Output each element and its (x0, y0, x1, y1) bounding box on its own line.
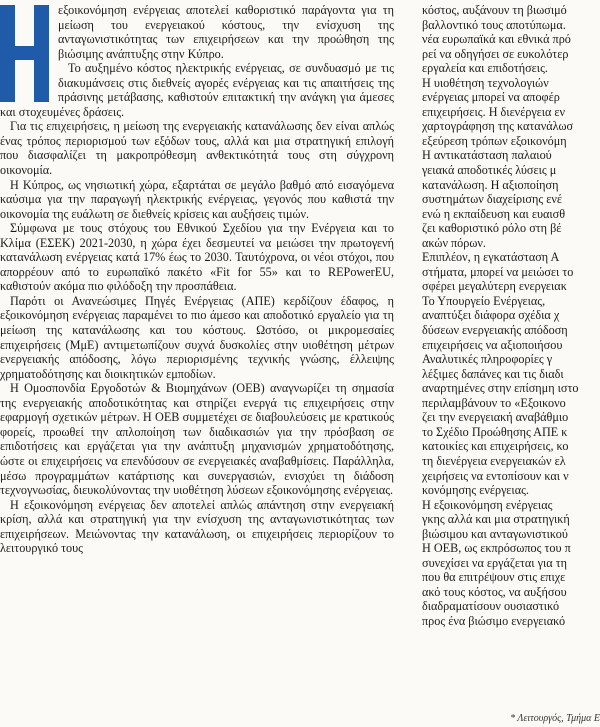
article-line: ρεί να οδηγήσει σε ευκολότερ (422, 46, 569, 61)
article-line: δύσεων ενεργειακής απόδοση (422, 323, 568, 338)
article-line: λέξιμες δαπάνες και τις διαδι (422, 366, 564, 381)
article-line: στήματα, μπορεί να μειώσει το (422, 264, 574, 279)
article-right-column (412, 0, 600, 727)
article-line: χαρτογράφηση της κατανάλωσ (422, 119, 574, 134)
article-line: Επιπλέον, η εγκατάσταση Α (422, 250, 560, 265)
article-line: το Σχέδιο Προώθησης ΑΠΕ κ (422, 424, 568, 439)
article-line: εξεύρεση τρόπων εξοικονόμη (422, 133, 567, 148)
article-paragraph: Σύμφωνα με τους στόχους του Εθνικού Σχεδίου για την Ενέργεια και το Κλίμα (ΕΣΕΚ) 2021-2030, η χώρα έχει δεσμευτεί να μειώσει την πρωτογενή κατανάλωση ενέργειας κατά 17% έως το 2030. Ταυτόχρονα, οι νέοι στόχοι, που απορρέουν από το ευρωπαϊκό πακέτο «Fit for 55» και το REPowerEU, καθιστούν ακόμα πιο φιλόδοξη την προσπάθεια. (0, 221, 394, 294)
article-line: διαδραματίσουν ουσιαστικό (422, 599, 560, 614)
dropcap-glyph (0, 5, 49, 102)
article-line: Η εξοικονόμηση ενέργειας (422, 497, 553, 512)
article-line: τη διενέργεια ενεργειακών ελ (422, 453, 566, 468)
article-line: κατανάλωση. Η αξιοποίηση (422, 177, 559, 192)
article-line: βαλλοντικό τους αποτύπωμα. (422, 17, 566, 32)
article-paragraph: Παρότι οι Ανανεώσιμες Πηγές Ενέργειας (ΑΠΕ) κερδίζουν έδαφος, η εξοικονόμηση ενέργειας παραμένει το πιο άμεσο και αποδοτικό εργαλείο για τη μείωση της κατανάλωσης και του κόστους. Ωστόσο, οι μικρομεσαίες επιχειρήσεις (ΜμΕ) αντιμετωπίζουν συχνά δυσκολίες στην υιοθέτηση μέτρων ενεργειακής απόδοσης, λόγω περιορισμένης τεχνικής γνώσης, έλλειψης χρηματοδότησης και διοικητικών εμποδίων. (0, 293, 394, 381)
article-line: Αναλυτικές πληροφορίες γ (422, 352, 553, 367)
dropcap-letter-text (0, 5, 1, 6)
article-line: κόστος, αυξάνουν τη βιωσιμό (422, 3, 567, 17)
author-footnote: * Λειτουργός, Τμήμα Ε (510, 713, 600, 724)
article-line: χειρήσεις να εντοπίσουν και ν (422, 468, 569, 483)
article-paragraph: Για τις επιχειρήσεις, η μείωση της ενεργειακής κατανάλωσης δεν είναι απλώς ένας τρόπος περιορισμού των εξόδων τους, αλλά και μια στρατηγική επιλογή που διασφαλίζει τη μακροπρόθεσμη ανθεκτικότητά τους στη σύγχρονη οικονομία. (0, 119, 394, 178)
article-line: ακό τους κόστος, να αυξήσου (422, 584, 567, 599)
article-paragraph: Η εξοικονόμηση ενέργειας δεν αποτελεί απλώς απάντηση στην ενεργειακή κρίση, αλλά και στρατηγική για την ενίσχυση της ανταγωνιστικότητας των επιχειρήσεων. Μειώνοντας την κατανάλωση, οι επιχειρήσεις περιορίζουν το λειτουργικό τους (0, 497, 394, 556)
dropcap-letter (0, 5, 49, 102)
article-line: συνεχίσει να εργάζεται για τη (422, 555, 567, 570)
article-line: συστημάτων διαχείρισης ενέ (422, 192, 562, 207)
left-paragraph-list (0, 3, 394, 556)
article-line: Η υιοθέτηση τεχνολογιών (422, 75, 549, 90)
article-line: νέα ευρωπαϊκά και εθνικά πρό (422, 32, 571, 47)
article-line: ζει καθοριστικό ρόλο στη βέ (422, 221, 562, 236)
article-line: επιχειρήσεις. Η διενέργεια εν (422, 104, 566, 119)
article-paragraph: εξοικονόμηση ενέργειας αποτελεί καθοριστικό παράγοντα για τη μείωση του ενεργειακού κόστους, την ενίσχυση της ανταγωνιστικότητας των επιχειρήσεων και την προώθηση της βιώσιμης ανάπτυξης στην Κύπρο. (58, 3, 394, 61)
article-line: κονόμησης ενέργειας. (422, 483, 529, 498)
article-line: ακών πόρων. (422, 235, 486, 250)
article-line: επιχειρήσεις να αξιοποιήσου (422, 337, 563, 352)
article-line: αναπτύξει διάφορα σχέδια χ (422, 308, 560, 323)
article-line: περιλαμβάνουν το «Εξοικονο (422, 395, 566, 410)
article-line: κατοικίες και επιχειρήσεις, κο (422, 439, 569, 454)
article-line: σφέρει μεγαλύτερη ενεργειακ (422, 279, 567, 294)
article-line: ζει την ενεργειακή αναβάθμιο (422, 410, 569, 425)
article-line: γκης αλλά και μια στρατηγική (422, 512, 570, 527)
article-paragraph: Η Κύπρος, ως νησιωτική χώρα, εξαρτάται σε μεγάλο βαθμό από εισαγόμενα καύσιμα για την παραγωγή ηλεκτρικής ενέργειας, γεγονός που καθιστά την οικονομία της ευάλωτη σε διεθνείς κρίσεις και αυξήσεις τιμών. (0, 177, 394, 221)
article-line: εργαλεία και επιδοτήσεις. (422, 61, 548, 76)
article-line: ενέργειας μπορεί να αποφέρ (422, 90, 560, 105)
article-line: γειακά αποδοτικές λύσεις μ (422, 163, 557, 178)
article-line: αναρτημένες στην επίσημη ιστο (422, 381, 579, 396)
article-line: προς ένα βιώσιμο ενεργειακό (422, 613, 566, 628)
article-line: Το Υπουργείο Ενέργειας, (422, 293, 546, 308)
article-line: που θα επιτρέψουν στις επιχε (422, 570, 566, 585)
right-line-list (412, 3, 600, 629)
article-line: Η αντικατάσταση παλαιού (422, 148, 552, 163)
article-line: βιώσιμου και ανταγωνιστικού (422, 526, 568, 541)
article-line: ενώ η εκπαίδευση και ευαισθ (422, 206, 566, 221)
article-paragraph: Η Ομοσπονδία Εργοδοτών & Βιομηχάνων (ΟΕΒ) αναγνωρίζει τη σημασία της ενεργειακής αποδοτικότητας και στηρίζει ενεργά τις επιχειρήσεις στην εφαρμογή σχετικών μέτρων. Η ΟΕΒ συμμετέχει σε διαβουλεύσεις με κρατικούς φορείς, προωθεί την απλοποίηση των διαδικασιών για την πρόσβαση σε επιδοτήσεις και εργάζεται για την ανάπτυξη μηχανισμών χρηματοδότησης, ώστε οι επιχειρήσεις να επενδύσουν σε ενεργειακές αναβαθμίσεις. Παράλληλα, μέσω προγραμμάτων κατάρτισης και συνεργασιών, ενισχύει τη διάδοση τεχνογνωσίας, διευκολύνοντας την υιοθέτηση λύσεων εξοικονόμησης ενέργειας. (0, 381, 394, 498)
article-paragraph: Το αυξημένο κόστος ηλεκτρικής ενέργειας, σε συνδυασμό με τις διακυμάνσεις στις διεθνείς αγορές ενέργειας και τις απαιτήσεις της πράσινης μετάβασης, καθιστούν επιτακτική την ανάγκη για άμεσες και στοχευμένες δράσεις. (0, 61, 394, 119)
article-line: Η ΟΕΒ, ως εκπρόσωπος του π (422, 541, 571, 556)
